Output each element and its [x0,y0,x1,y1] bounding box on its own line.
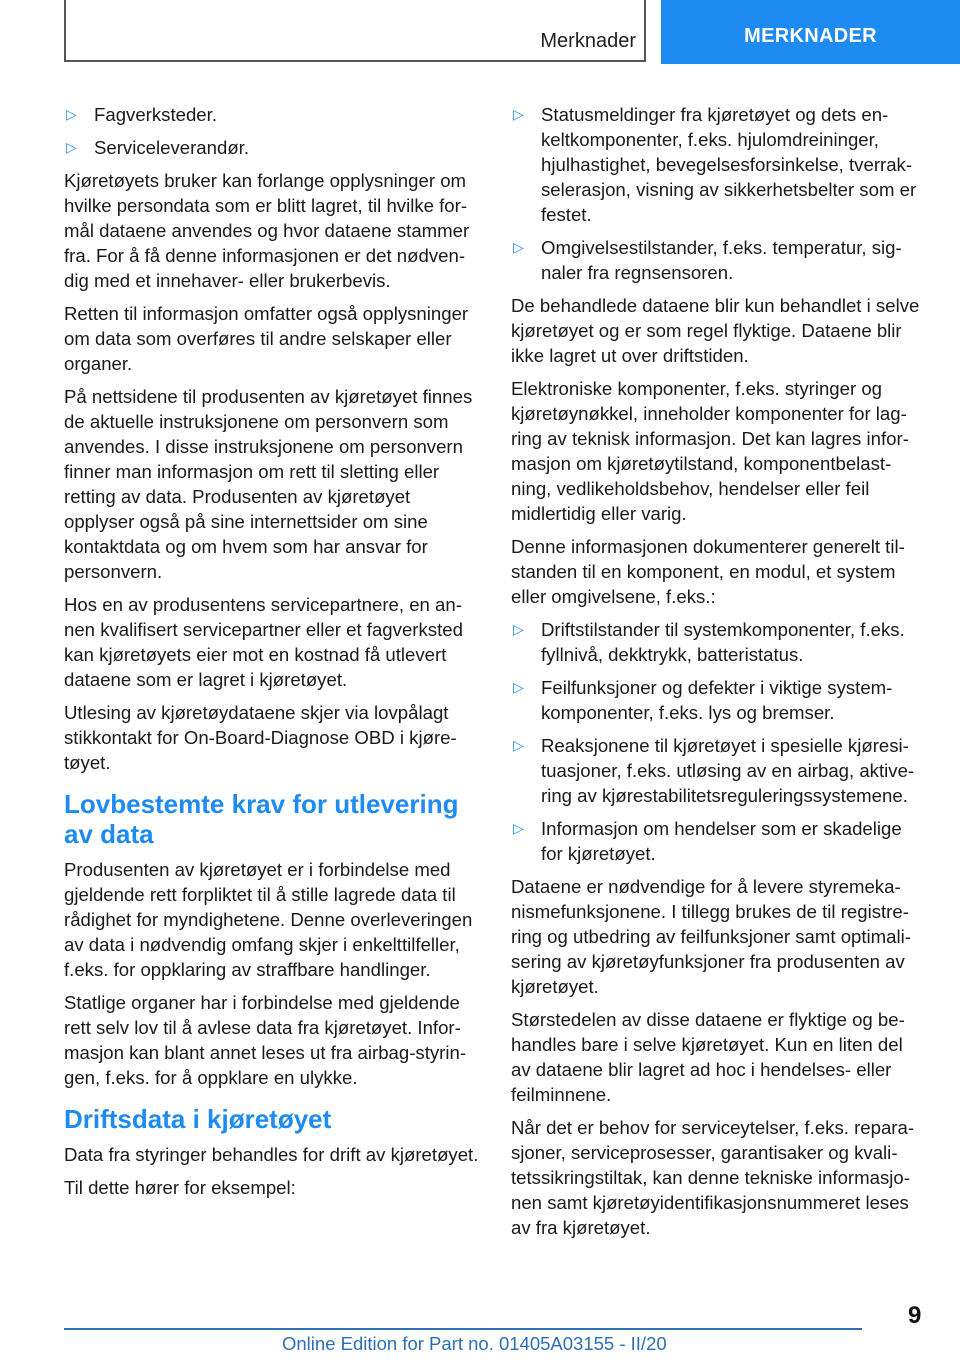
triangle-bullet-icon: ▷ [66,139,77,155]
paragraph: Dataene er nødvendige for å levere styremekanismefunksjonene. I tillegg brukes de til registrering og utbedring av feilfunksjoner samt optimalisering av kjøretøyfunksjoner fra produsenten av kjøretøyet. [511,876,911,997]
list-item: ▷ Reaksjonene til kjøretøyet i spesielle kjøresituasjoner, f.eks. utløsing av en airbag, aktivering av kjørestabilitetsreguleringssystemene. [513,735,915,806]
list-item: ▷ Statusmeldinger fra kjøretøyet og dets enkeltkomponenter, f.eks. hjulomdreininger, hjulhastighet, bevegelsesforsinkelse, tverrakselerasjon, visning av sikkerhetsbelter som er festet. [513,104,917,225]
list-item: ▷ Serviceleverandør. [66,137,250,158]
list-item: ▷ Informasjon om hendelser som er skadelige for kjøretøyet. [513,818,902,864]
triangle-bullet-icon: ▷ [513,621,524,637]
list-item: ▷ Fagverksteder. [66,104,217,125]
header-section-title: Merknader [540,30,636,52]
list-item: ▷ Omgivelsestilstander, f.eks. temperatur, signaler fra regnsensoren. [513,237,902,283]
triangle-bullet-icon: ▷ [513,737,524,753]
triangle-bullet-icon: ▷ [513,106,524,122]
paragraph: Kjøretøyets bruker kan forlange opplysninger om hvilke persondata som er blitt lagret, til hvilke formål dataene anvendes og hvor dataene stammer fra. For å få denne informasjonen er det nødvendig med et innehaver- eller brukerbevis. [64,170,470,291]
paragraph: Til dette hører for eksempel: [64,1177,296,1198]
paragraph: De behandlede dataene blir kun behandlet i selve kjøretøyet og er som regel flyktige. Dataene blir ikke lagret ut over driftstiden. [511,295,920,366]
paragraph: Data fra styringer behandles for drift av kjøretøyet. [64,1144,479,1165]
paragraph: Denne informasjonen dokumenterer generelt tilstanden til en komponent, en modul, et system eller omgivelsene, f.eks.: [511,536,905,607]
footer-divider [64,1328,862,1330]
paragraph: Størstedelen av disse dataene er flyktige og behandles bare i selve kjøretøyet. Kun en liten del av dataene blir lagret ad hoc i hendelses- eller feilminnene. [511,1009,905,1105]
paragraph: Utlesing av kjøretøydataene skjer via lovpålagt stikkontakt for On-Board-Diagnose OBD i kjøretøyet. [64,702,457,773]
triangle-bullet-icon: ▷ [513,239,524,255]
paragraph: Elektroniske komponenter, f.eks. styringer og kjøretøynøkkel, inneholder komponenter for lagring av teknisk informasjon. Det kan lagres informasjon om kjøretøytilstand, komponentbelastning, vedlikeholdsbehov, hendelser eller feil midlertidig eller varig. [511,378,909,524]
paragraph: Retten til informasjon omfatter også opplysninger om data som overføres til andre selskaper eller organer. [64,303,469,374]
list-item: ▷ Driftstilstander til systemkomponenter, f.eks. fyllnivå, dekktrykk, batteristatus. [513,619,905,665]
section-heading: Lovbestemte krav for utlevering av data [64,789,459,849]
header-chapter-tab: MERKNADER [661,0,960,64]
triangle-bullet-icon: ▷ [513,679,524,695]
page-number: 9 [908,1302,922,1329]
left-column [64,102,480,1208]
paragraph: På nettsidene til produsenten av kjøretøyet finnes de aktuelle instruksjonene om personvern som anvendes. I disse instruksjonene om personvern finner man informasjon om rett til sletting eller retting av data. Produsenten av kjøretøyet opplyser også på sine internettsider om sine kontaktdata og om hvem som har ansvar for personvern. [64,386,473,582]
triangle-bullet-icon: ▷ [66,106,77,122]
right-column [511,102,925,1248]
list-item: ▷ Feilfunksjoner og defekter i viktige systemkomponenter, f.eks. lys og bremser. [513,677,893,723]
paragraph: Når det er behov for serviceytelser, f.eks. reparasjoner, serviceprosesser, garantisaker og kvalitetssikringstiltak, kan denne tekniske informasjonen samt kjøretøyidentifikasjonsnummeret leses av fra kjøretøyet. [511,1117,915,1238]
section-heading: Driftsdata i kjøretøyet [64,1104,332,1134]
footer-edition-text: Online Edition for Part no. 01405A03155 - II/20 [282,1333,667,1354]
paragraph: Statlige organer har i forbindelse med gjeldende rett selv lov til å avlese data fra kjøretøyet. Informasjon kan blant annet leses ut fra airbag-styringen, f.eks. for å oppklare en ulykke. [64,992,467,1088]
paragraph: Produsenten av kjøretøyet er i forbindelse med gjeldende rett forpliktet til å stille lagrede data til rådighet for myndighetene. Denne overleveringen av data i nødvendig omfang skjer i enkelttilfeller, f.eks. for oppklaring av straffbare handlinger. [64,859,473,980]
triangle-bullet-icon: ▷ [513,820,524,836]
paragraph: Hos en av produsentens servicepartnere, en annen kvalifisert servicepartner eller et fagverksted kan kjøretøyets eier mot en kostnad få utlevert dataene som er lagret i kjøretøyet. [64,594,463,690]
